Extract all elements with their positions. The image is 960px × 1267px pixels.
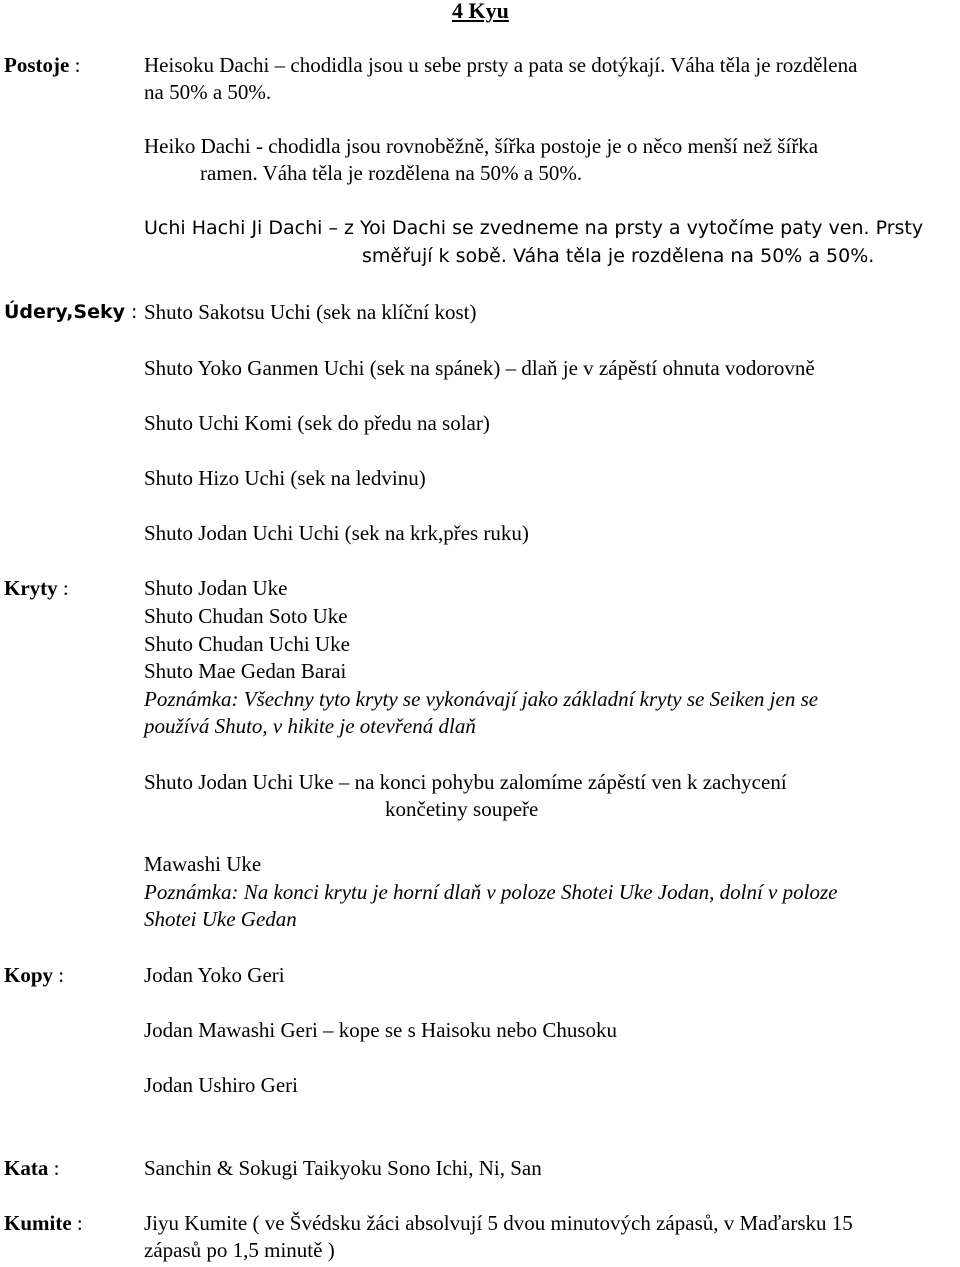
udery-line: Shuto Yoko Ganmen Uchi (sek na spánek) – dlaň je v zápěstí ohnuta vodorovně <box>144 356 815 380</box>
kumite-line: zápasů po 1,5 minutě ) <box>144 1238 335 1262</box>
label-colon: : <box>69 53 81 77</box>
label-text: Kopy <box>4 963 54 987</box>
postoje-line: Heiko Dachi - chodidla jsou rovnoběžně, šířka postoje je o něco menší než šířka <box>144 134 819 158</box>
kryty-extra-line: končetiny soupeře <box>385 797 539 821</box>
section-label-kumite <box>4 1209 83 1237</box>
kumite-line: Jiyu Kumite ( ve Švédsku žáci absolvují 5 dvou minutových zápasů, v Maďarsku 15 <box>144 1211 853 1235</box>
kryty-extra-line: Shuto Jodan Uchi Uke – na konci pohybu zalomíme zápěstí ven k zachycení <box>144 770 787 794</box>
label-colon: : <box>125 301 138 323</box>
kryty-line: Shuto Jodan Uke <box>144 576 288 600</box>
postoje-line: na 50% a 50%. <box>144 80 272 104</box>
kryty-note: Poznámka: Na konci krytu je horní dlaň v poloze Shotei Uke Jodan, dolní v poloze <box>144 880 838 904</box>
section-label-kopy <box>4 961 64 989</box>
postoje-line: směřují k sobě. Váha těla je rozdělena na 50% a 50%. <box>362 245 875 267</box>
kryty-note: Shotei Uke Gedan <box>144 907 297 931</box>
page-title: 4 Kyu <box>452 0 509 23</box>
postoje-line: Uchi Hachi Ji Dachi – z Yoi Dachi se zvedneme na prsty a vytočíme paty ven. Prsty <box>144 217 924 239</box>
section-label-udery <box>4 298 137 326</box>
udery-line: Shuto Jodan Uchi Uchi (sek na krk,přes ruku) <box>144 521 529 545</box>
label-text: Údery,Seky <box>4 301 126 323</box>
section-label-postoje <box>4 51 80 79</box>
udery-line: Shuto Uchi Komi (sek do předu na solar) <box>144 411 490 435</box>
section-label-kryty <box>4 574 69 602</box>
label-colon: : <box>53 963 65 987</box>
label-text: Kata <box>4 1156 49 1180</box>
postoje-line: ramen. Váha těla je rozdělena na 50% a 50%. <box>200 161 583 185</box>
label-text: Kumite <box>4 1211 72 1235</box>
label-text: Postoje <box>4 53 70 77</box>
label-colon: : <box>48 1156 60 1180</box>
section-label-kata <box>4 1154 59 1182</box>
label-colon: : <box>57 576 69 600</box>
kata-text: Sanchin & Sokugi Taikyoku Sono Ichi, Ni, San <box>144 1156 542 1180</box>
kryty-note: Poznámka: Všechny tyto kryty se vykonávají jako základní kryty se Seiken jen se <box>144 687 819 711</box>
kopy-line: Jodan Mawashi Geri – kope se s Haisoku nebo Chusoku <box>144 1018 618 1042</box>
kryty-line: Shuto Chudan Soto Uke <box>144 604 348 628</box>
udery-line: Shuto Sakotsu Uchi (sek na klíční kost) <box>144 300 477 324</box>
postoje-line: Heisoku Dachi – chodidla jsou u sebe prsty a pata se dotýkají. Váha těla je rozdělena <box>144 53 858 77</box>
kryty-note: používá Shuto, v hikite je otevřená dlaň <box>144 714 476 738</box>
kryty-line: Shuto Mae Gedan Barai <box>144 659 347 683</box>
label-colon: : <box>71 1211 83 1235</box>
kryty-line: Shuto Chudan Uchi Uke <box>144 632 350 656</box>
udery-line: Shuto Hizo Uchi (sek na ledvinu) <box>144 466 426 490</box>
label-text: Kryty <box>4 576 58 600</box>
kopy-line: Jodan Yoko Geri <box>144 963 285 987</box>
kryty-mawashi: Mawashi Uke <box>144 852 262 876</box>
kopy-line: Jodan Ushiro Geri <box>144 1073 298 1097</box>
